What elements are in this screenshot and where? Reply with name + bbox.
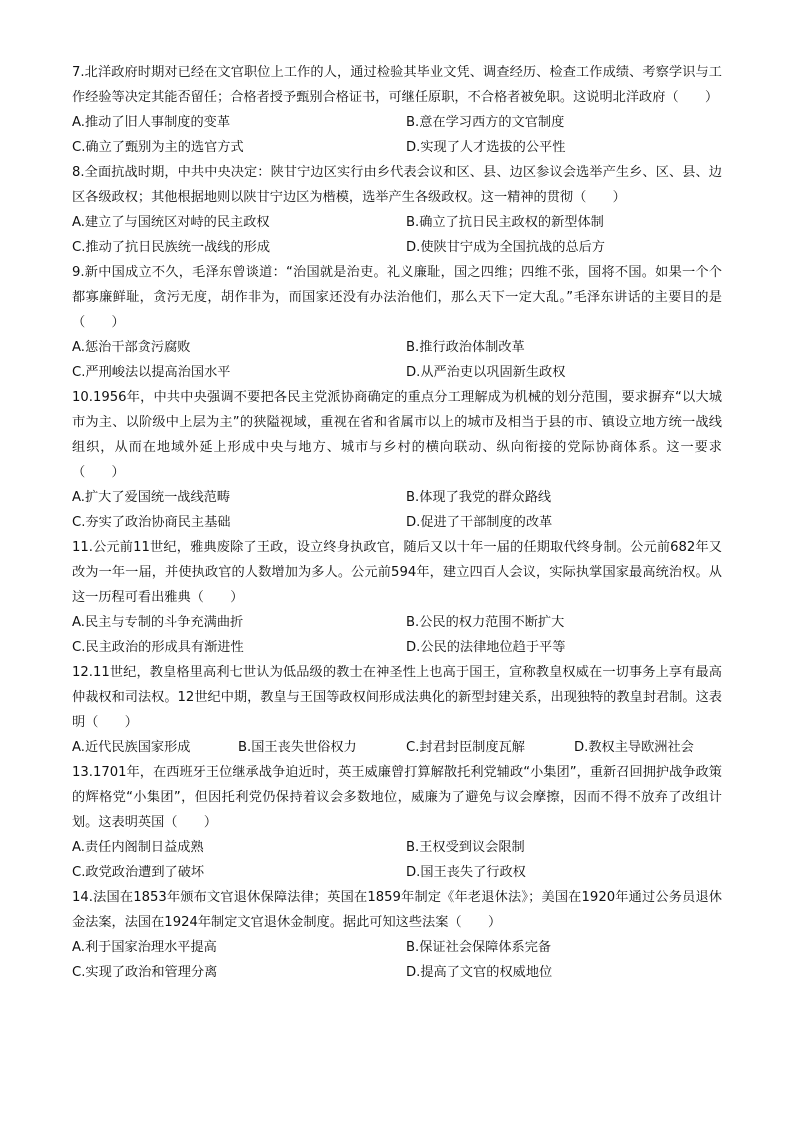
question-7: [72, 60, 722, 160]
option-a[interactable]: A.惩治干部贪污腐败: [72, 340, 191, 355]
option-list: [72, 935, 722, 985]
option-list: [72, 835, 722, 885]
option-c[interactable]: C.夯实了政治协商民主基础: [72, 515, 231, 530]
option-c[interactable]: C.严刑峻法以提高治国水平: [72, 365, 231, 380]
option-list: [72, 610, 722, 660]
exam-page: [72, 60, 722, 985]
question-14: [72, 885, 722, 985]
question-stem: 13.1701年，在西班牙王位继承战争迫近时，英王威廉曾打算解散托利党辅政“小集团”，重新召回拥护战争政策的辉格党“小集团”，但因托利党仍保持着议会多数地位，威廉为了避免与议会摩擦，因而不得不放弃了改组计划。这表明英国（ ）: [72, 765, 722, 830]
question-10: [72, 385, 722, 535]
question-8: [72, 160, 722, 260]
option-b[interactable]: B.公民的权力范围不断扩大: [406, 615, 565, 630]
option-a[interactable]: A.利于国家治理水平提高: [72, 940, 217, 955]
option-b[interactable]: B.意在学习西方的文官制度: [406, 115, 565, 130]
option-a[interactable]: A.近代民族国家形成: [72, 740, 191, 755]
question-stem: 14.法国在1853年颁布文官退休保障法律；英国在1859年制定《年老退休法》；美国在1920年通过公务员退休金法案，法国在1924年制定文官退休金制度。据此可知这些法案（ ）: [72, 890, 722, 930]
option-d[interactable]: D.促进了干部制度的改革: [406, 515, 553, 530]
question-stem: 9.新中国成立不久，毛泽东曾谈道：“治国就是治吏。礼义廉耻，国之四维；四维不张，国将不国。如果一个个都寡廉鲜耻，贪污无度，胡作非为，而国家还没有办法治他们，那么天下一定大乱。”毛泽东讲话的主要目的是（ ）: [72, 265, 722, 330]
question-stem: 11.公元前11世纪，雅典废除了王政，设立终身执政官，随后又以十年一届的任期取代终身制。公元前682年又改为一年一届，并使执政官的人数增加为多人。公元前594年，建立四百人会议，实际执掌国家最高统治权。从这一历程可看出雅典（ ）: [72, 540, 722, 605]
option-a[interactable]: A.民主与专制的斗争充满曲折: [72, 615, 244, 630]
option-a[interactable]: A.扩大了爱国统一战线范畴: [72, 490, 231, 505]
option-list: [72, 110, 722, 160]
option-list: [72, 335, 722, 385]
question-stem: 10.1956年，中共中央强调不要把各民主党派协商确定的重点分工理解成为机械的划分范围，要求摒弃“以大城市为主、以阶级中上层为主”的狭隘视域，重视在省和省属市以上的城市及相当于县的市、镇设立地方统一战线组织，从而在地域外延上形成中央与地方、城市与乡村的横向联动、纵向衔接的党际协商体系。这一要求（ ）: [72, 390, 722, 480]
option-c[interactable]: C.政党政治遭到了破坏: [72, 865, 205, 880]
option-list: [72, 485, 722, 535]
question-stem: 7.北洋政府时期对已经在文官职位上工作的人，通过检验其毕业文凭、调查经历、检查工作成绩、考察学识与工作经验等决定其能否留任；合格者授予甄别合格证书，可继任原职，不合格者被免职。这说明北洋政府（ ）: [72, 65, 722, 105]
option-d[interactable]: D.使陕甘宁成为全国抗战的总后方: [406, 240, 605, 255]
option-b[interactable]: B.确立了抗日民主政权的新型体制: [406, 215, 604, 230]
option-c[interactable]: C.实现了政治和管理分离: [72, 965, 218, 980]
option-a[interactable]: A.推动了旧人事制度的变革: [72, 115, 231, 130]
option-b[interactable]: B.推行政治体制改革: [406, 340, 525, 355]
option-b[interactable]: B.体现了我党的群众路线: [406, 490, 552, 505]
option-c[interactable]: C.民主政治的形成具有渐进性: [72, 640, 244, 655]
option-d[interactable]: D.国王丧失了行政权: [406, 865, 526, 880]
question-12: [72, 660, 722, 760]
option-b[interactable]: B.王权受到议会限制: [406, 840, 525, 855]
option-d[interactable]: D.提高了文官的权威地位: [406, 965, 553, 980]
option-c[interactable]: C.推动了抗日民族统一战线的形成: [72, 240, 271, 255]
question-13: [72, 760, 722, 885]
option-c[interactable]: C.封君封臣制度瓦解: [406, 740, 525, 755]
question-11: [72, 535, 722, 660]
option-a[interactable]: A.责任内阁制日益成熟: [72, 840, 204, 855]
option-d[interactable]: D.实现了人才选拔的公平性: [406, 140, 566, 155]
option-list: [72, 210, 722, 260]
question-stem: 12.11世纪，教皇格里高利七世认为低品级的教士在神圣性上也高于国王，宣称教皇权威在一切事务上享有最高仲裁权和司法权。12世纪中期，教皇与王国等政权间形成法典化的新型封建关系，出现独特的教皇封君制。这表明（ ）: [72, 665, 722, 730]
option-d[interactable]: D.从严治吏以巩固新生政权: [406, 365, 566, 380]
question-9: [72, 260, 722, 385]
option-c[interactable]: C.确立了甄别为主的选官方式: [72, 140, 244, 155]
option-b[interactable]: B.保证社会保障体系完备: [406, 940, 552, 955]
option-list: [72, 735, 722, 760]
option-d[interactable]: D.教权主导欧洲社会: [574, 740, 694, 755]
option-b[interactable]: B.国王丧失世俗权力: [238, 740, 357, 755]
question-stem: 8.全面抗战时期，中共中央决定：陕甘宁边区实行由乡代表会议和区、县、边区参议会选举产生乡、区、县、边区各级政权；其他根据地则以陕甘宁边区为楷模，选举产生各级政权。这一精神的贯彻（ ）: [72, 165, 722, 205]
option-d[interactable]: D.公民的法律地位趋于平等: [406, 640, 566, 655]
option-a[interactable]: A.建立了与国统区对峙的民主政权: [72, 215, 270, 230]
